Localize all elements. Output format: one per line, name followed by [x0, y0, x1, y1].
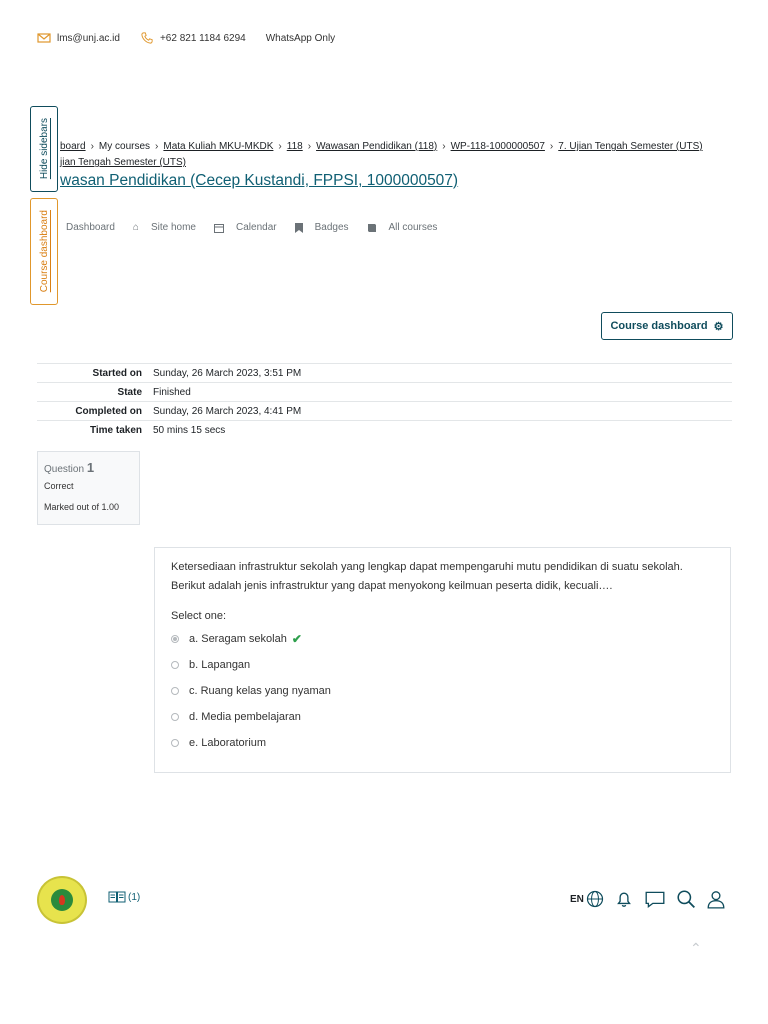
answer-option-label: d. Media pembelajaran	[189, 711, 301, 723]
bookmark-icon	[295, 223, 303, 233]
mail-icon	[37, 32, 51, 44]
summary-row	[37, 383, 732, 402]
logo-flame	[59, 895, 65, 905]
summary-label: Time taken	[37, 421, 153, 440]
radio[interactable]	[171, 739, 179, 747]
breadcrumb-separator: ›	[307, 141, 312, 152]
summary-label: State	[37, 383, 153, 402]
gear-icon: ⚙	[713, 320, 724, 333]
contact-bar	[37, 32, 335, 44]
summary-value: Sunday, 26 March 2023, 3:51 PM	[153, 364, 732, 383]
nav-calendar-label: Calendar	[236, 222, 277, 233]
breadcrumb-separator: ›	[155, 141, 159, 152]
phone-icon	[140, 32, 154, 44]
radio-selected[interactable]	[171, 635, 179, 643]
user-icon[interactable]	[706, 889, 726, 909]
course-title[interactable]: wasan Pendidikan (Cecep Kustandi, FPPSI, 1000000507)	[60, 172, 459, 189]
chat-icon[interactable]	[644, 889, 666, 909]
language-menu[interactable]	[570, 890, 604, 908]
radio[interactable]	[171, 687, 179, 695]
question-marks: Marked out of 1.00	[44, 502, 120, 512]
check-icon: ✔	[291, 632, 302, 646]
nav-site-home-label: Site home	[150, 222, 196, 233]
question-number	[44, 460, 133, 475]
search-icon[interactable]	[676, 889, 696, 909]
course-index-count: (1)	[128, 891, 141, 903]
breadcrumb-category[interactable]: Mata Kuliah MKU-MKDK	[163, 141, 274, 152]
hide-sidebars-label: Hide sidebars	[38, 118, 50, 180]
breadcrumb-quiz[interactable]: jian Tengah Semester (UTS)	[60, 157, 186, 168]
breadcrumb-course-code[interactable]: WP-118-1000000507	[450, 141, 545, 152]
answer-option[interactable]	[171, 652, 714, 678]
question-info	[37, 451, 140, 525]
logo-emblem	[51, 889, 73, 911]
university-logo[interactable]	[37, 876, 87, 924]
chevron-up-icon[interactable]: ⌃	[690, 940, 702, 956]
nav-dashboard[interactable]	[66, 222, 115, 233]
summary-value: 50 mins 15 secs	[153, 421, 732, 440]
course-dashboard-tab[interactable]	[30, 198, 58, 305]
home-icon: ⌂	[132, 222, 139, 233]
question-status: Correct	[44, 481, 74, 491]
bell-icon[interactable]	[614, 889, 634, 909]
attempt-summary	[37, 363, 732, 439]
select-one-prompt: Select one:	[171, 610, 227, 622]
nav-badges-label: Badges	[314, 222, 349, 233]
breadcrumb	[60, 139, 730, 171]
summary-label: Completed on	[37, 402, 153, 421]
question-label: Question	[44, 464, 85, 475]
answer-option-label: c. Ruang kelas yang nyaman	[189, 685, 331, 697]
footer-icons	[570, 889, 726, 909]
answer-option[interactable]	[171, 704, 714, 730]
contact-note: WhatsApp Only	[265, 32, 336, 44]
hide-sidebars-tab[interactable]	[30, 106, 58, 192]
answer-option-label: a. Seragam sekolah	[189, 633, 287, 645]
breadcrumb-section[interactable]: 7. Ujian Tengah Semester (UTS)	[558, 141, 703, 152]
breadcrumb-separator: ›	[442, 141, 446, 152]
breadcrumb-subcategory[interactable]: 118	[286, 141, 303, 152]
summary-value: Finished	[153, 383, 732, 402]
nav-calendar[interactable]	[214, 222, 277, 233]
breadcrumb-course[interactable]: Wawasan Pendidikan (118)	[316, 141, 438, 152]
course-dashboard-tab-label: Course dashboard	[38, 210, 50, 293]
summary-label: Started on	[37, 364, 153, 383]
answer-option[interactable]	[171, 626, 714, 652]
answer-option-label: b. Lapangan	[189, 659, 251, 671]
breadcrumb-my-courses: My courses	[98, 141, 151, 152]
question-number-value: 1	[86, 460, 95, 475]
contact-phone[interactable]: +62 821 1184 6294	[159, 32, 246, 44]
nav-dashboard-label: Dashboard	[66, 222, 115, 233]
nav-site-home[interactable]	[133, 222, 196, 233]
radio[interactable]	[171, 661, 179, 669]
radio[interactable]	[171, 713, 179, 721]
nav-badges[interactable]	[295, 222, 349, 233]
nav-all-courses[interactable]	[367, 222, 438, 233]
course-dashboard-button[interactable]	[601, 312, 733, 340]
nav-all-courses-label: All courses	[388, 222, 438, 233]
answer-option[interactable]	[171, 678, 714, 704]
contact-email[interactable]: lms@unj.ac.id	[57, 32, 120, 44]
question-content	[154, 547, 731, 773]
calendar-icon	[214, 223, 224, 233]
breadcrumb-dashboard[interactable]: board	[60, 141, 86, 152]
language-code: EN	[570, 893, 584, 905]
summary-row	[37, 364, 732, 383]
book-icon	[367, 223, 377, 233]
summary-value: Sunday, 26 March 2023, 4:41 PM	[153, 402, 732, 421]
breadcrumb-separator: ›	[549, 141, 554, 152]
open-book-icon	[108, 891, 126, 903]
question-text: Ketersediaan infrastruktur sekolah yang lengkap dapat mempengaruhi mutu pendidikan di suatu sekolah. Berikut adalah jenis infrastruktur yang dapat menyokong keilmuan peserta didik, kecuali….	[171, 561, 683, 592]
globe-icon	[586, 890, 604, 908]
answer-option-label: e. Laboratorium	[189, 737, 267, 749]
answer-option[interactable]	[171, 730, 714, 756]
summary-row	[37, 421, 732, 440]
answer-options	[171, 626, 714, 756]
breadcrumb-separator: ›	[278, 141, 282, 152]
course-dashboard-button-label: Course dashboard	[610, 320, 708, 332]
summary-row	[37, 402, 732, 421]
secondary-nav	[66, 222, 455, 233]
course-index-toggle[interactable]	[108, 891, 140, 903]
breadcrumb-separator: ›	[90, 141, 94, 152]
